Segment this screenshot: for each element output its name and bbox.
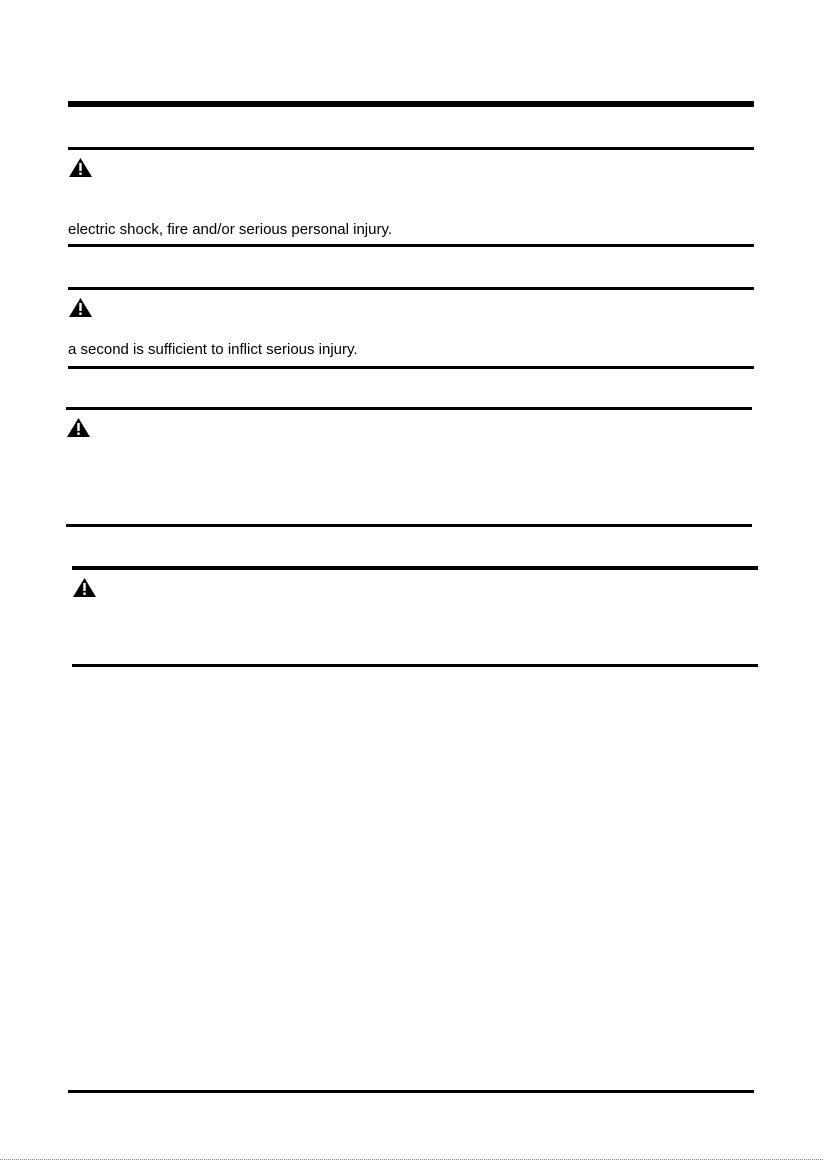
- warning-triangle-icon: [68, 297, 93, 318]
- warning-triangle-icon: [72, 577, 97, 598]
- warning-3-bottom-rule: [66, 524, 752, 527]
- warning-2-bottom-rule: [68, 366, 754, 369]
- warning-2-text: a second is sufficient to inflict serious injury.: [68, 341, 358, 358]
- warning-triangle-icon: [66, 417, 91, 438]
- warning-1-top-rule: [68, 147, 754, 150]
- warning-1-bottom-rule: [68, 244, 754, 247]
- warning-3-top-rule: [66, 407, 752, 410]
- warning-4-bottom-rule: [72, 664, 758, 667]
- warning-1-text: electric shock, fire and/or serious personal injury.: [68, 221, 393, 238]
- header-rule: [68, 101, 754, 107]
- warning-triangle-icon: [68, 157, 93, 178]
- warning-2-top-rule: [68, 287, 754, 290]
- warning-4-top-rule: [72, 566, 758, 570]
- page-bottom-edge: [0, 1159, 823, 1160]
- footer-rule: [68, 1090, 754, 1093]
